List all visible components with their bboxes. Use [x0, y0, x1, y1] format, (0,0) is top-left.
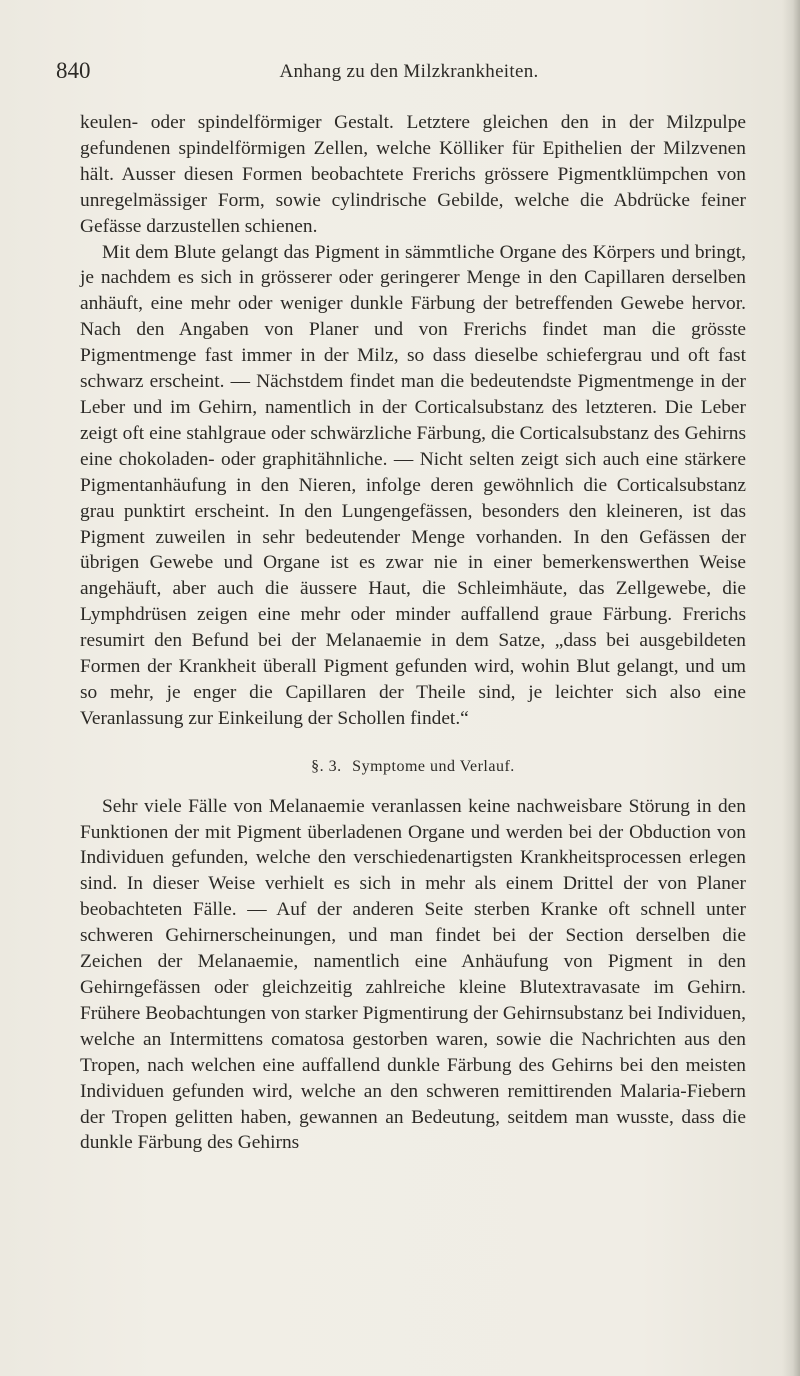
paragraph: Sehr viele Fälle von Melanaemie veranlassen keine nachweisbare Störung in den Funktionen der mit Pigment überladenen Organe und werden bei der Obduction von Individuen gefunden, welche den verschiedenartigsten Krankheitsprocessen erlegen sind. In dieser Weise verhielt es sich in mehr als einem Drittel der von Planer beobachteten Fälle. — Auf der anderen Seite sterben Kranke oft schnell unter schweren Gehirnerscheinungen, und man findet bei der Section derselben die Zeichen der Melanaemie, namentlich eine Anhäufung von Pigment in den Gehirngefässen oder gleichzeitig zahlreiche kleine Blutextravasate im Gehirn. Frühere Beobachtungen von starker Pigmentirung der Gehirnsubstanz bei Individuen, welche an Intermittens comatosa gestorben waren, sowie die Nachrichten aus den Tropen, nach welchen eine auffallend dunkle Färbung des Gehirns bei den meisten Individuen gefunden wird, welche an den schweren remittirenden Malaria-Fiebern der Tropen gelitten haben, gewannen an Bedeutung, seitdem man wusste, dass die dunkle Färbung des Gehirns — [80, 795, 746, 1154]
page-body — [80, 110, 746, 1156]
running-title: Anhang zu den Milzkrankheiten. — [279, 61, 539, 82]
page-edge-shadow — [782, 0, 800, 1376]
section-heading — [80, 754, 746, 780]
paragraph: keulen- oder spindelförmiger Gestalt. Letztere gleichen den in der Milzpulpe gefundenen spindelförmigen Zellen, welche Kölliker für Epithelien der Milzvenen hält. Ausser diesen Formen beobachtete Frerichs grössere Pigmentklümpchen von unregelmässiger Form, sowie cylindrische Gebilde, welche die Abdrücke feiner Gefässe darzustellen schienen. — [80, 112, 746, 237]
section-title: Symptome und Verlauf. — [352, 757, 515, 775]
paragraph: Mit dem Blute gelangt das Pigment in sämmtliche Organe des Körpers und bringt, je nachdem es sich in grösserer oder geringerer Menge in den Capillaren derselben anhäuft, eine mehr oder weniger dunkle Färbung der betreffenden Gewebe hervor. Nach den Angaben von Planer und von Frerichs findet man die grösste Pigmentmenge fast immer in der Milz, so dass dieselbe schiefergrau und oft fast schwarz erscheint. — Nächstdem findet man die bedeutendste Pigmentmenge in der Leber und im Gehirn, namentlich in der Corticalsubstanz des letzteren. Die Leber zeigt oft eine stahlgraue oder schwärzliche Färbung, die Corticalsubstanz des Gehirns eine chokoladen- oder graphitähnliche. — Nicht selten zeigt sich auch eine stärkere Pigmentanhäufung in den Nieren, infolge deren gewöhnlich die Corticalsubstanz grau punktirt erscheint. In den Lungengefässen, besonders den kleineren, ist das Pigment zuweilen in sehr bedeutender Menge vorhanden. In den Gefässen der übrigen Gewebe und Organe ist es zwar nie in einer bemerkenswerthen Weise angehäuft, aber auch die äussere Haut, die Schleimhäute, das Zellgewebe, die Lymphdrüsen zeigen eine mehr oder minder auffallend graue Färbung. Frerichs resumirt den Befund bei der Melanaemie in dem Satze, „dass bei ausgebildeten Formen der Krankheit überall Pigment gefunden wird, wohin Blut gelangt, und um so mehr, je enger die Capillaren der Theile sind, je leichter sich also eine Veranlassung zur Einkeilung der Schollen findet.“ — [80, 241, 746, 729]
page-header — [56, 58, 762, 92]
page-number: 840 — [56, 58, 91, 83]
section-number: §. 3. — [311, 757, 342, 775]
